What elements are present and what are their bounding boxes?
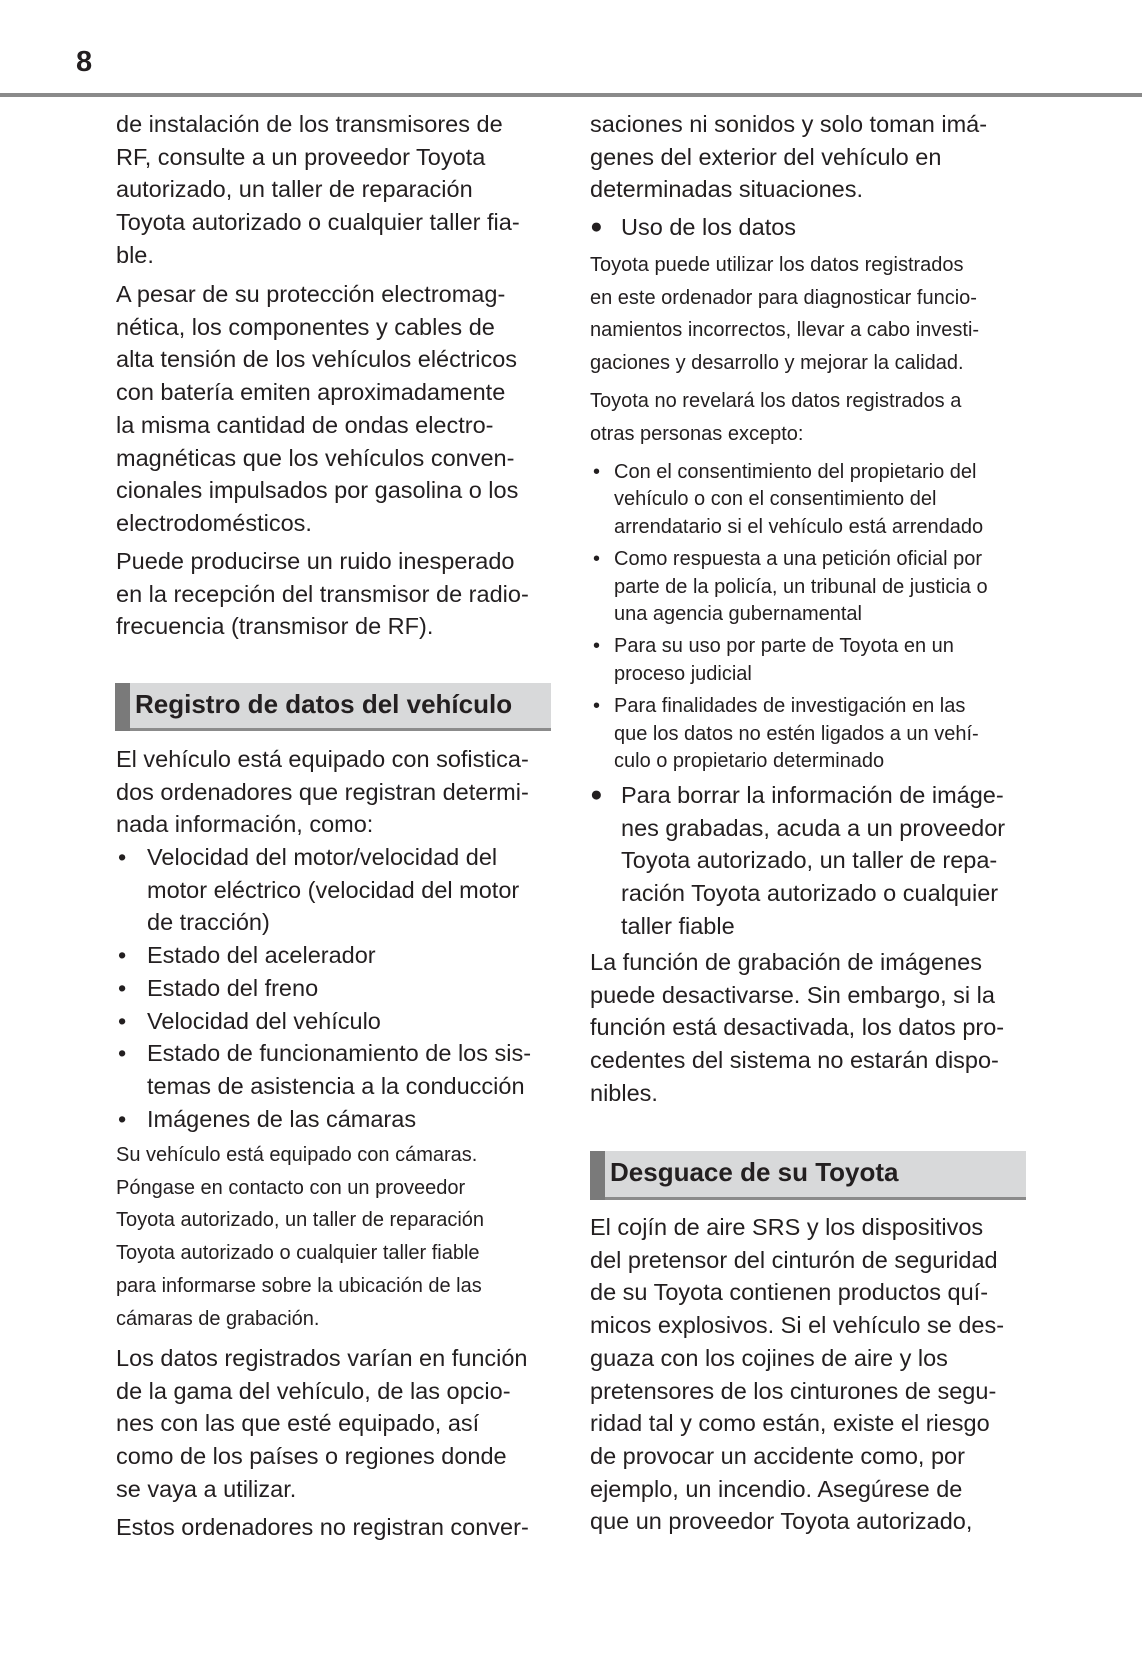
text-line: Estos ordenadores no registran conver- — [116, 1514, 529, 1540]
text-line: Uso de los datos — [621, 214, 797, 240]
text-line: Estado del freno — [147, 974, 319, 1001]
text-line: Como respuesta a una petición oficial por — [614, 548, 982, 571]
text-line: Toyota puede utilizar los datos registrados — [590, 254, 964, 276]
text-line: nética, los componentes y cables de — [116, 313, 495, 340]
paragraph-small — [590, 385, 961, 450]
bullet-icon: • — [118, 844, 127, 870]
text-line: proceso judicial — [614, 662, 752, 685]
heading-bar — [590, 1151, 605, 1200]
dot-item — [590, 779, 1005, 943]
text-line: Toyota autorizado o cualquier taller fia- — [116, 209, 520, 236]
list-item — [116, 1103, 531, 1136]
text-line: alta tensión de los vehículos eléctricos — [116, 346, 518, 373]
text-line: ridad tal y como están, existe el riesgo — [590, 1410, 990, 1437]
list-item — [116, 1037, 531, 1102]
text-line: magnéticas que los vehículos conven- — [116, 444, 515, 471]
text-line: pretensores de los cinturones de segu- — [590, 1377, 997, 1404]
section-heading-registro — [115, 683, 551, 731]
text-line: para informarse sobre la ubicación de las — [116, 1274, 482, 1297]
text-line: nes grabadas, acuda a un proveedor — [621, 814, 1006, 841]
text-line: electrodomésticos. — [116, 509, 312, 536]
text-line: cionales impulsados por gasolina o los — [116, 477, 519, 504]
list-item — [116, 939, 531, 972]
paragraph — [590, 108, 987, 206]
text-line: Para finalidades de investigación en las — [614, 695, 966, 718]
paragraph — [590, 1211, 1004, 1538]
header-rule — [0, 93, 1142, 97]
bullet-icon: • — [118, 1040, 127, 1067]
text-line: en la recepción del transmisor de radio- — [116, 580, 529, 607]
text-line: en este ordenador para diagnosticar funcio- — [590, 286, 977, 309]
text-line: Toyota autorizado, un taller de repa- — [621, 847, 998, 874]
list-item — [590, 211, 796, 244]
text-line: una agencia gubernamental — [614, 603, 862, 626]
list-item — [590, 546, 988, 628]
text-line: nes con las que esté equipado, así — [116, 1410, 480, 1437]
text-line: ble. — [116, 241, 154, 268]
text-line: genes del exterior del vehículo en — [590, 143, 942, 170]
list-item — [116, 972, 531, 1005]
text-line: función está desactivada, los datos pro- — [590, 1014, 1005, 1041]
text-line: Toyota no revelará los datos registrados a — [590, 390, 962, 412]
bullet-icon: • — [593, 695, 601, 718]
text-line: Toyota autorizado, un taller de reparación — [116, 1209, 485, 1232]
text-line: namientos incorrectos, llevar a cabo investi- — [590, 319, 980, 342]
bullet-icon: ● — [590, 215, 603, 238]
list-item — [116, 841, 531, 939]
text-line: taller fiable — [621, 912, 735, 939]
text-line: micos explosivos. Si el vehículo se des- — [590, 1312, 1005, 1339]
text-line: de provocar un accidente como, por — [590, 1442, 965, 1469]
text-line: cedentes del sistema no estarán dispo- — [590, 1047, 999, 1074]
text-line: Imágenes de las cámaras — [147, 1105, 417, 1132]
list-item — [590, 459, 988, 541]
text-line: Los datos registrados varían en función — [116, 1345, 528, 1371]
text-line: nada información, como: — [116, 811, 374, 838]
text-line: con batería emiten aproximadamente — [116, 379, 506, 406]
text-line: frecuencia (transmisor de RF). — [116, 613, 434, 640]
dot-item — [590, 211, 796, 244]
text-line: del pretensor del cinturón de seguridad — [590, 1246, 998, 1273]
bullet-icon: • — [593, 461, 601, 483]
text-line: Velocidad del vehículo — [147, 1007, 381, 1034]
bullet-list — [116, 841, 531, 1135]
text-line: otras personas excepto: — [590, 422, 804, 445]
paragraph — [116, 1511, 529, 1544]
text-line: se vaya a utilizar. — [116, 1475, 297, 1502]
text-line: que los datos no estén ligados a un vehí- — [614, 722, 979, 745]
text-line: puede desactivarse. Sin embargo, si la — [590, 981, 995, 1008]
text-line: La función de grabación de imágenes — [590, 949, 982, 975]
text-line: de tracción) — [147, 909, 270, 936]
heading-text: Registro de datos del vehículo — [135, 689, 513, 719]
paragraph — [116, 108, 520, 272]
text-line: Puede producirse un ruido inesperado — [116, 548, 515, 574]
text-line: saciones ni sonidos y solo toman imá- — [590, 111, 988, 137]
text-line: arrendatario si el vehículo está arrendado — [614, 515, 984, 538]
list-item — [116, 1005, 531, 1038]
text-line: culo o propietario determinado — [614, 750, 885, 773]
paragraph-small — [590, 249, 979, 380]
text-line: que un proveedor Toyota autorizado, — [590, 1508, 973, 1535]
paragraph — [590, 946, 1004, 1110]
text-line: Toyota autorizado o cualquier taller fiable — [116, 1242, 480, 1265]
text-line: Para borrar la información de imáge- — [621, 782, 1004, 808]
text-line: de la gama del vehículo, de las opcio- — [116, 1377, 511, 1404]
text-line: Estado del acelerador — [147, 942, 376, 969]
text-line: A pesar de su protección electromag- — [116, 281, 506, 307]
text-line: de su Toyota contienen productos quí- — [590, 1279, 989, 1306]
list-item — [590, 633, 988, 688]
bullet-icon: • — [118, 1007, 127, 1034]
list-item — [590, 693, 988, 775]
text-line: El cojín de aire SRS y los dispositivos — [590, 1214, 984, 1240]
page-number: 8 — [76, 46, 93, 78]
text-line: de instalación de los transmisores de — [116, 111, 503, 137]
text-line: Póngase en contacto con un proveedor — [116, 1176, 466, 1199]
paragraph — [116, 545, 529, 643]
heading-text: Desguace de su Toyota — [610, 1157, 899, 1187]
text-line: dos ordenadores que registran determi- — [116, 778, 529, 805]
text-line: ejemplo, un incendio. Asegúrese de — [590, 1475, 963, 1502]
text-line: parte de la policía, un tribunal de justicia o — [614, 575, 988, 598]
paragraph — [116, 743, 529, 841]
text-line: temas de asistencia a la conducción — [147, 1072, 525, 1099]
text-line: Su vehículo está equipado con cámaras. — [116, 1144, 478, 1166]
text-line: determinadas situaciones. — [590, 176, 864, 203]
text-line: nibles. — [590, 1079, 658, 1106]
bullet-icon: • — [118, 1105, 127, 1132]
bullet-icon: • — [593, 635, 601, 658]
text-line: la misma cantidad de ondas electro- — [116, 411, 494, 438]
paragraph — [116, 1342, 528, 1506]
text-line: guaza con los cojines de aire y los — [590, 1344, 948, 1371]
text-line: Velocidad del motor/velocidad del — [147, 844, 498, 870]
heading-bar — [115, 683, 130, 731]
text-line: ración Toyota autorizado o cualquier — [621, 880, 999, 907]
bullet-list-small — [590, 459, 988, 775]
text-line: RF, consulte a un proveedor Toyota — [116, 143, 486, 170]
text-line: Para su uso por parte de Toyota en un — [614, 635, 954, 658]
text-line: cámaras de grabación. — [116, 1307, 320, 1330]
note-paragraph — [116, 1139, 484, 1335]
bullet-icon: • — [118, 974, 127, 1001]
text-line: Estado de funcionamiento de los sis- — [147, 1040, 532, 1067]
text-line: El vehículo está equipado con sofistica- — [116, 746, 529, 772]
bullet-icon: • — [593, 548, 601, 571]
bullet-icon: • — [118, 942, 127, 969]
text-line: vehículo o con el consentimiento del — [614, 488, 937, 511]
text-line: gaciones y desarrollo y mejorar la calidad. — [590, 352, 964, 375]
text-line: autorizado, un taller de reparación — [116, 176, 473, 203]
section-heading-desguace — [590, 1151, 1026, 1200]
paragraph — [116, 278, 518, 540]
text-line: como de los países o regiones donde — [116, 1443, 507, 1470]
text-line: motor eléctrico (velocidad del motor — [147, 876, 520, 903]
bullet-icon: ● — [590, 783, 603, 806]
text-line: Con el consentimiento del propietario del — [614, 461, 977, 483]
list-item — [590, 779, 1005, 943]
